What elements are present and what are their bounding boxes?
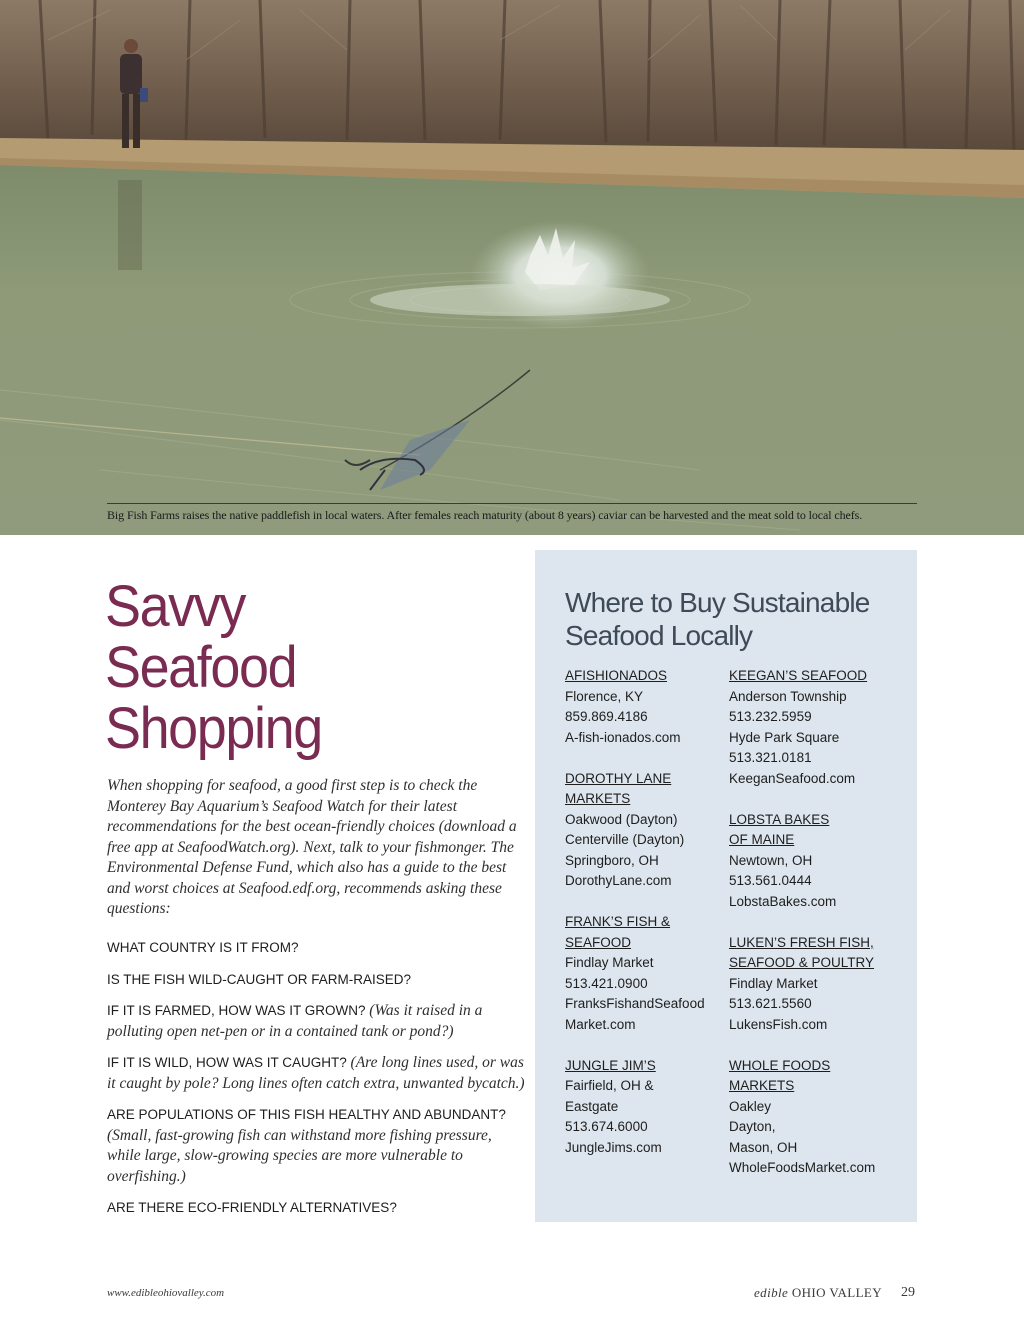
footer-magazine-name — [754, 1285, 882, 1301]
photo-caption: Big Fish Farms raises the native paddlefish in local waters. After females reach maturity (about 8 years) caviar can be harvested and the meat sold to local chefs. — [107, 508, 863, 522]
vendor-detail: 513.561.0444 — [729, 873, 812, 888]
vendor-detail: Oakwood (Dayton) — [565, 811, 678, 827]
vendor-detail: Centerville (Dayton) — [565, 832, 685, 847]
vendor-website: FranksFishandSeafood — [565, 996, 705, 1011]
vendor-name: LUKEN’S FRESH FISH, — [729, 934, 874, 950]
vendor-website: Market.com — [565, 1016, 636, 1032]
paddlefish-pond-photo — [0, 0, 1024, 535]
vendor-detail: Springboro, OH — [565, 852, 659, 868]
question-item — [107, 1198, 527, 1219]
footer-website: www.edibleohiovalley.com — [107, 1287, 225, 1299]
question-note: (Small, fast-growing fish can withstand more fishing pressure, while large, slow-growing species are more vulnerable to overfishing.) — [107, 1126, 492, 1185]
question-item — [107, 1053, 527, 1094]
vendor-entry — [565, 1056, 735, 1159]
page-number: 29 — [901, 1285, 915, 1300]
vendor-name: WHOLE FOODS — [729, 1057, 831, 1073]
vendor-name: OF MAINE — [729, 832, 795, 847]
vendor-detail: Oakley — [729, 1098, 772, 1114]
vendor-detail: Mason, OH — [729, 1139, 798, 1155]
question-note: (Was it raised in a polluting open net-pen or in a contained tank or pond?) — [107, 1002, 483, 1040]
vendor-detail: 513.321.0181 — [729, 750, 812, 765]
forest-background — [0, 0, 1024, 150]
question-item — [107, 1105, 527, 1187]
vendor-entry — [565, 912, 735, 1035]
vendor-name: SEAFOOD — [565, 934, 632, 950]
footer-brand-region: OHIO VALLEY — [791, 1285, 883, 1300]
vendor-entry — [565, 769, 735, 892]
question-text: IF IT IS FARMED, HOW WAS IT GROWN? — [107, 1003, 366, 1018]
vendor-detail: 513.621.5560 — [729, 996, 812, 1011]
vendor-name: DOROTHY LANE — [565, 770, 672, 786]
vendor-detail: Hyde Park Square — [729, 729, 840, 745]
vendor-website: JungleJims.com — [565, 1139, 662, 1155]
vendor-name: JUNGLE JIM’S — [565, 1057, 656, 1073]
question-item — [107, 938, 527, 959]
question-item — [107, 970, 527, 991]
vendor-detail: 859.869.4186 — [565, 709, 648, 724]
question-text: IS THE FISH WILD-CAUGHT OR FARM-RAISED? — [107, 971, 412, 987]
footer-brand-edible: edible — [754, 1285, 789, 1300]
vendor-name: MARKETS — [729, 1078, 795, 1093]
vendor-detail: 513.232.5959 — [729, 709, 812, 724]
caption-rule — [107, 503, 917, 504]
vendor-entry — [729, 1056, 899, 1179]
vendor-detail: Findlay Market — [565, 955, 654, 970]
pond-water — [0, 165, 1024, 535]
sidebar-title: Where to Buy Sustainable Seafood Locally — [565, 587, 870, 651]
vendor-column-right — [729, 666, 899, 1199]
vendor-name: MARKETS — [565, 791, 631, 806]
vendor-detail: Anderson Township — [729, 688, 847, 704]
vendor-detail: Fairfield, OH & — [565, 1078, 654, 1093]
title-line: Savvy — [105, 574, 245, 639]
question-text: WHAT COUNTRY IS IT FROM? — [107, 940, 299, 955]
vendor-detail: Eastgate — [565, 1098, 619, 1114]
article-intro: When shopping for seafood, a good first step is to check the Monterey Bay Aquarium’s Seafood Watch for their latest recommendations for the best ocean-friendly choices (download a free app at SeafoodWatch.org). Next, talk to your fishmonger. The Environmental Defense Fund, which also has a guide to the best and worst choices at Seafood.edf.org, recommends asking these questions: — [107, 777, 517, 917]
vendor-entry — [565, 666, 735, 748]
vendor-website: LobstaBakes.com — [729, 893, 837, 909]
vendor-detail: Newtown, OH — [729, 852, 813, 868]
vendor-entry — [729, 810, 899, 913]
vendor-name: SEAFOOD & POULTRY — [729, 955, 875, 970]
vendor-detail: 513.421.0900 — [565, 975, 648, 991]
title-line: Shopping — [105, 696, 322, 761]
pond-illustration — [0, 0, 1024, 535]
vendor-detail: Dayton, — [729, 1119, 776, 1134]
vendor-website: LukensFish.com — [729, 1016, 828, 1032]
vendor-entry — [729, 666, 899, 789]
title-line: Seafood — [105, 635, 297, 700]
vendor-detail: 513.674.6000 — [565, 1119, 648, 1134]
question-note: (Are long lines used, or was it caught by pole? Long lines often catch extra, unwanted bycatch.) — [107, 1054, 525, 1092]
vendor-website: A-fish-ionados.com — [565, 729, 681, 745]
questions-list — [107, 938, 527, 1230]
question-text: ARE THERE ECO-FRIENDLY ALTERNATIVES? — [107, 1200, 397, 1215]
vendor-name: LOBSTA BAKES — [729, 811, 830, 827]
vendor-detail: Florence, KY — [565, 688, 644, 704]
vendor-website: WholeFoodsMarket.com — [729, 1160, 876, 1175]
vendor-website: KeeganSeafood.com — [729, 770, 856, 786]
question-item — [107, 1001, 527, 1042]
question-text: ARE POPULATIONS OF THIS FISH HEALTHY AND ABUNDANT? — [107, 1107, 506, 1122]
where-to-buy-sidebar — [535, 550, 917, 1222]
question-text: IF IT IS WILD, HOW WAS IT CAUGHT? — [107, 1055, 347, 1070]
vendor-name: AFISHIONADOS — [565, 668, 668, 683]
vendor-detail: Findlay Market — [729, 975, 818, 991]
vendor-name: KEEGAN’S SEAFOOD — [729, 668, 868, 683]
vendor-name: FRANK’S FISH & — [565, 914, 671, 929]
vendor-website: DorothyLane.com — [565, 873, 672, 888]
vendor-entry — [729, 933, 899, 1036]
article-title — [105, 576, 458, 759]
vendor-column-left — [565, 666, 735, 1179]
